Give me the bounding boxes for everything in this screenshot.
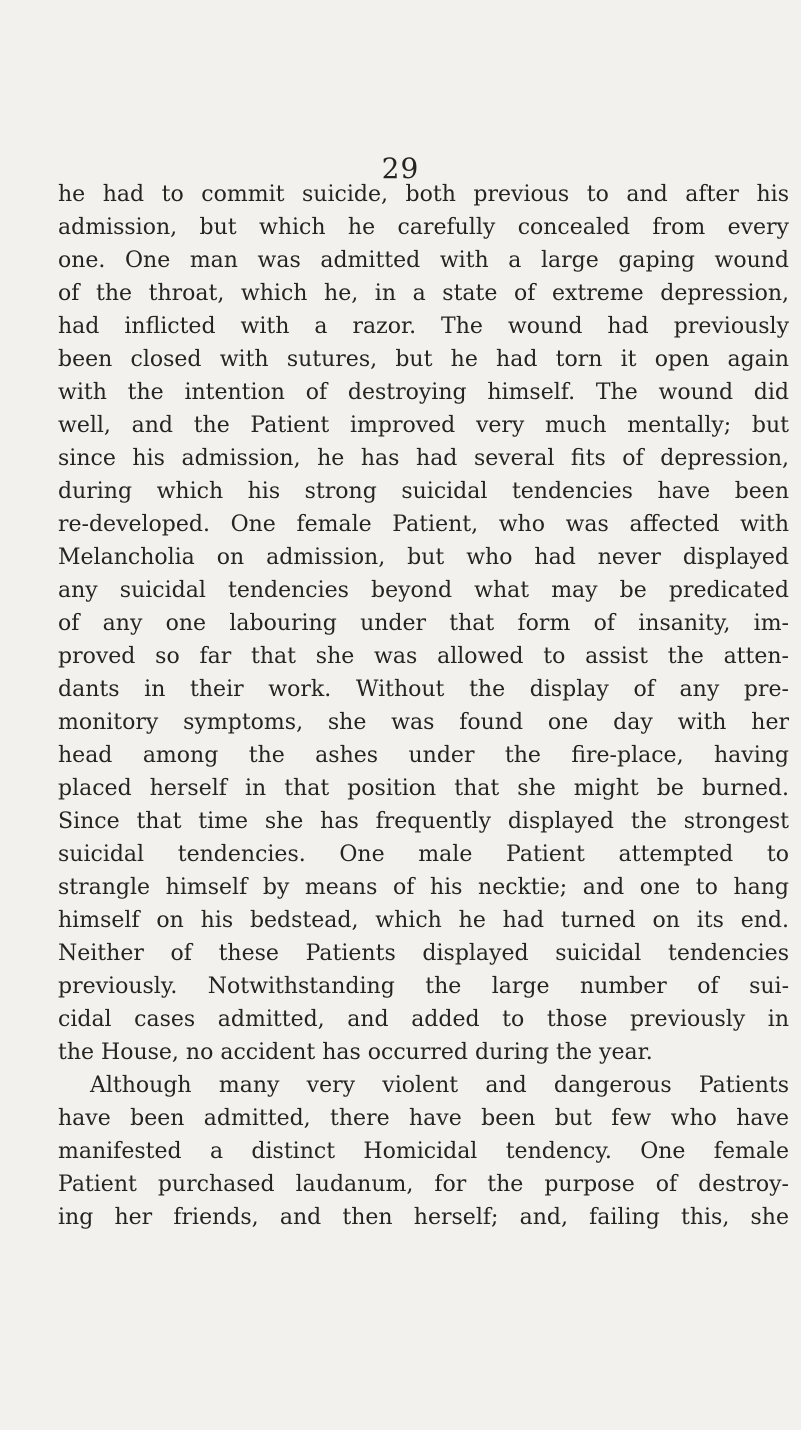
text-line: one. One man was admitted with a large gaping wound <box>58 248 789 273</box>
text-line: have been admitted, there have been but few who have <box>58 1106 789 1131</box>
text-line: previously. Notwithstanding the large number of sui- <box>58 974 789 999</box>
text-line: cidal cases admitted, and added to those previously in <box>58 1007 789 1032</box>
text-line: been closed with sutures, but he had torn it open again <box>58 347 789 372</box>
text-line: any suicidal tendencies beyond what may be predicated <box>58 578 789 603</box>
text-line: Melancholia on admission, but who had never displayed <box>58 545 789 570</box>
text-line: dants in their work. Without the display of any pre- <box>58 677 789 702</box>
text-line: admission, but which he carefully concealed from every <box>58 215 789 240</box>
text-line: he had to commit suicide, both previous to and after his <box>58 182 789 207</box>
text-line: of any one labouring under that form of insanity, im- <box>58 611 789 636</box>
text-line: monitory symptoms, she was found one day with her <box>58 710 789 735</box>
text-line: strangle himself by means of his necktie; and one to hang <box>58 875 789 900</box>
text-line: of the throat, which he, in a state of extreme depression, <box>58 281 789 306</box>
text-line: manifested a distinct Homicidal tendency. One female <box>58 1139 789 1164</box>
text-line: Patient purchased laudanum, for the purpose of destroy- <box>58 1172 789 1197</box>
text-line: had inflicted with a razor. The wound had previously <box>58 314 789 339</box>
text-line: re-developed. One female Patient, who was affected with <box>58 512 789 537</box>
text-line: well, and the Patient improved very much mentally; but <box>58 413 789 438</box>
text-line: with the intention of destroying himself. The wound did <box>58 380 789 405</box>
text-line: during which his strong suicidal tendencies have been <box>58 479 789 504</box>
text-line: head among the ashes under the fire-place, having <box>58 743 789 768</box>
text-line: proved so far that she was allowed to assist the atten- <box>58 644 789 669</box>
text-line: suicidal tendencies. One male Patient attempted to <box>58 842 789 867</box>
text-line: the House, no accident has occurred during the year. <box>58 1040 653 1065</box>
body-text <box>58 178 789 1234</box>
page-number: 29 <box>381 152 420 185</box>
text-line: ing her friends, and then herself; and, failing this, she <box>58 1205 789 1230</box>
text-line: Although many very violent and dangerous Patients <box>90 1073 789 1098</box>
text-line: since his admission, he has had several fits of depression, <box>58 446 789 471</box>
text-line: himself on his bedstead, which he had turned on its end. <box>58 908 789 933</box>
text-line: placed herself in that position that she might be burned. <box>58 776 789 801</box>
text-line: Since that time she has frequently displayed the strongest <box>58 809 789 834</box>
text-line: Neither of these Patients displayed suicidal tendencies <box>58 941 789 966</box>
